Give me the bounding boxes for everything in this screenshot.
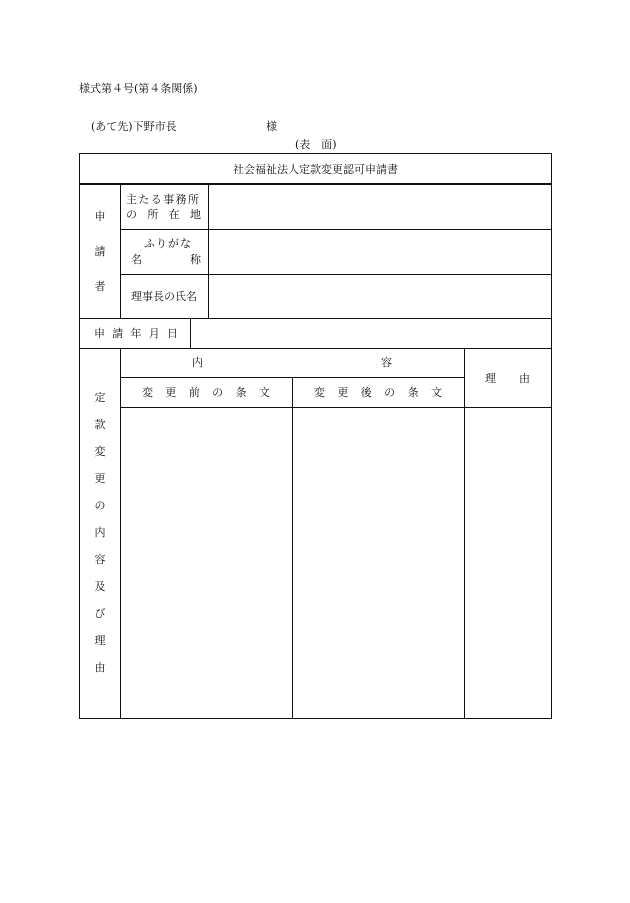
reason-label-char: 理 [485,372,496,385]
after-label-char: 条 [407,386,419,399]
content-label-char: 及 [94,580,106,593]
after-label-char: 更 [337,386,349,399]
application-form-table [79,153,552,719]
applicant-label-char: 申 [94,210,106,223]
honorific: 様 [266,120,277,133]
chairman-name-field[interactable] [209,275,551,318]
form-title: 社会福祉法人定款変更認可申請書 [233,162,398,176]
row-divider [80,348,551,349]
content-label-char: 定 [94,391,106,404]
date-label-char: 請 [112,327,124,340]
before-label-char: 文 [258,386,270,399]
office-label-line1: 主たる事務所 [126,193,201,206]
content-label-char: 更 [94,472,106,485]
date-label [94,328,178,339]
content-header-char: 内 [192,356,203,369]
chairman-label: 理事長の氏名 [131,290,197,303]
before-label-char: 更 [165,386,177,399]
office-label-char: 地 [189,208,201,221]
reason-label-char: 由 [519,372,530,385]
after-text-area[interactable] [293,408,464,719]
content-label-char: 理 [94,634,106,647]
before-label-char: 条 [235,386,247,399]
date-label-char: 申 [94,327,105,340]
content-label-char: 変 [94,445,106,458]
date-label-char: 日 [167,327,178,340]
content-header-char: 容 [381,356,392,369]
date-label-char: 年 [130,327,142,340]
after-label-char: 後 [360,386,372,399]
content-label-char: 款 [94,418,106,431]
application-date-field[interactable] [191,319,551,348]
name-label-char: 称 [190,253,201,266]
name-label [131,254,201,265]
before-label-char: 前 [188,386,200,399]
reason-label [485,373,530,384]
content-label-char: 容 [94,553,106,566]
furigana-label: ふりがな [144,237,192,250]
col-divider [120,184,121,319]
after-label-char: 文 [430,386,442,399]
addressee: (あて先)下野市長 [91,120,177,133]
form-number: 様式第４号(第４条関係) [79,82,198,95]
after-label-char: の [384,386,396,399]
content-label-char: 内 [94,526,106,539]
before-label-char: 変 [142,386,153,399]
office-address-field[interactable] [209,185,551,229]
applicant-label-char: 者 [94,280,106,293]
reason-text-area[interactable] [465,408,551,719]
date-label-char: 月 [148,327,160,340]
applicant-label-char: 請 [94,245,106,258]
content-label-char: び [94,607,106,620]
after-label [314,387,442,398]
office-label-line2 [126,209,201,220]
before-label [142,387,270,398]
name-label-char: 名 [131,253,142,266]
name-field[interactable] [209,230,551,274]
before-label-char: の [212,386,224,399]
after-label-char: 変 [314,386,325,399]
office-label-char: の [126,208,137,221]
side-label: (表 面) [295,138,337,151]
before-text-area[interactable] [121,408,292,719]
content-label-char: の [94,499,106,512]
content-label-char: 由 [94,661,106,674]
office-label-char: 在 [168,208,180,221]
office-label-char: 所 [147,208,159,221]
